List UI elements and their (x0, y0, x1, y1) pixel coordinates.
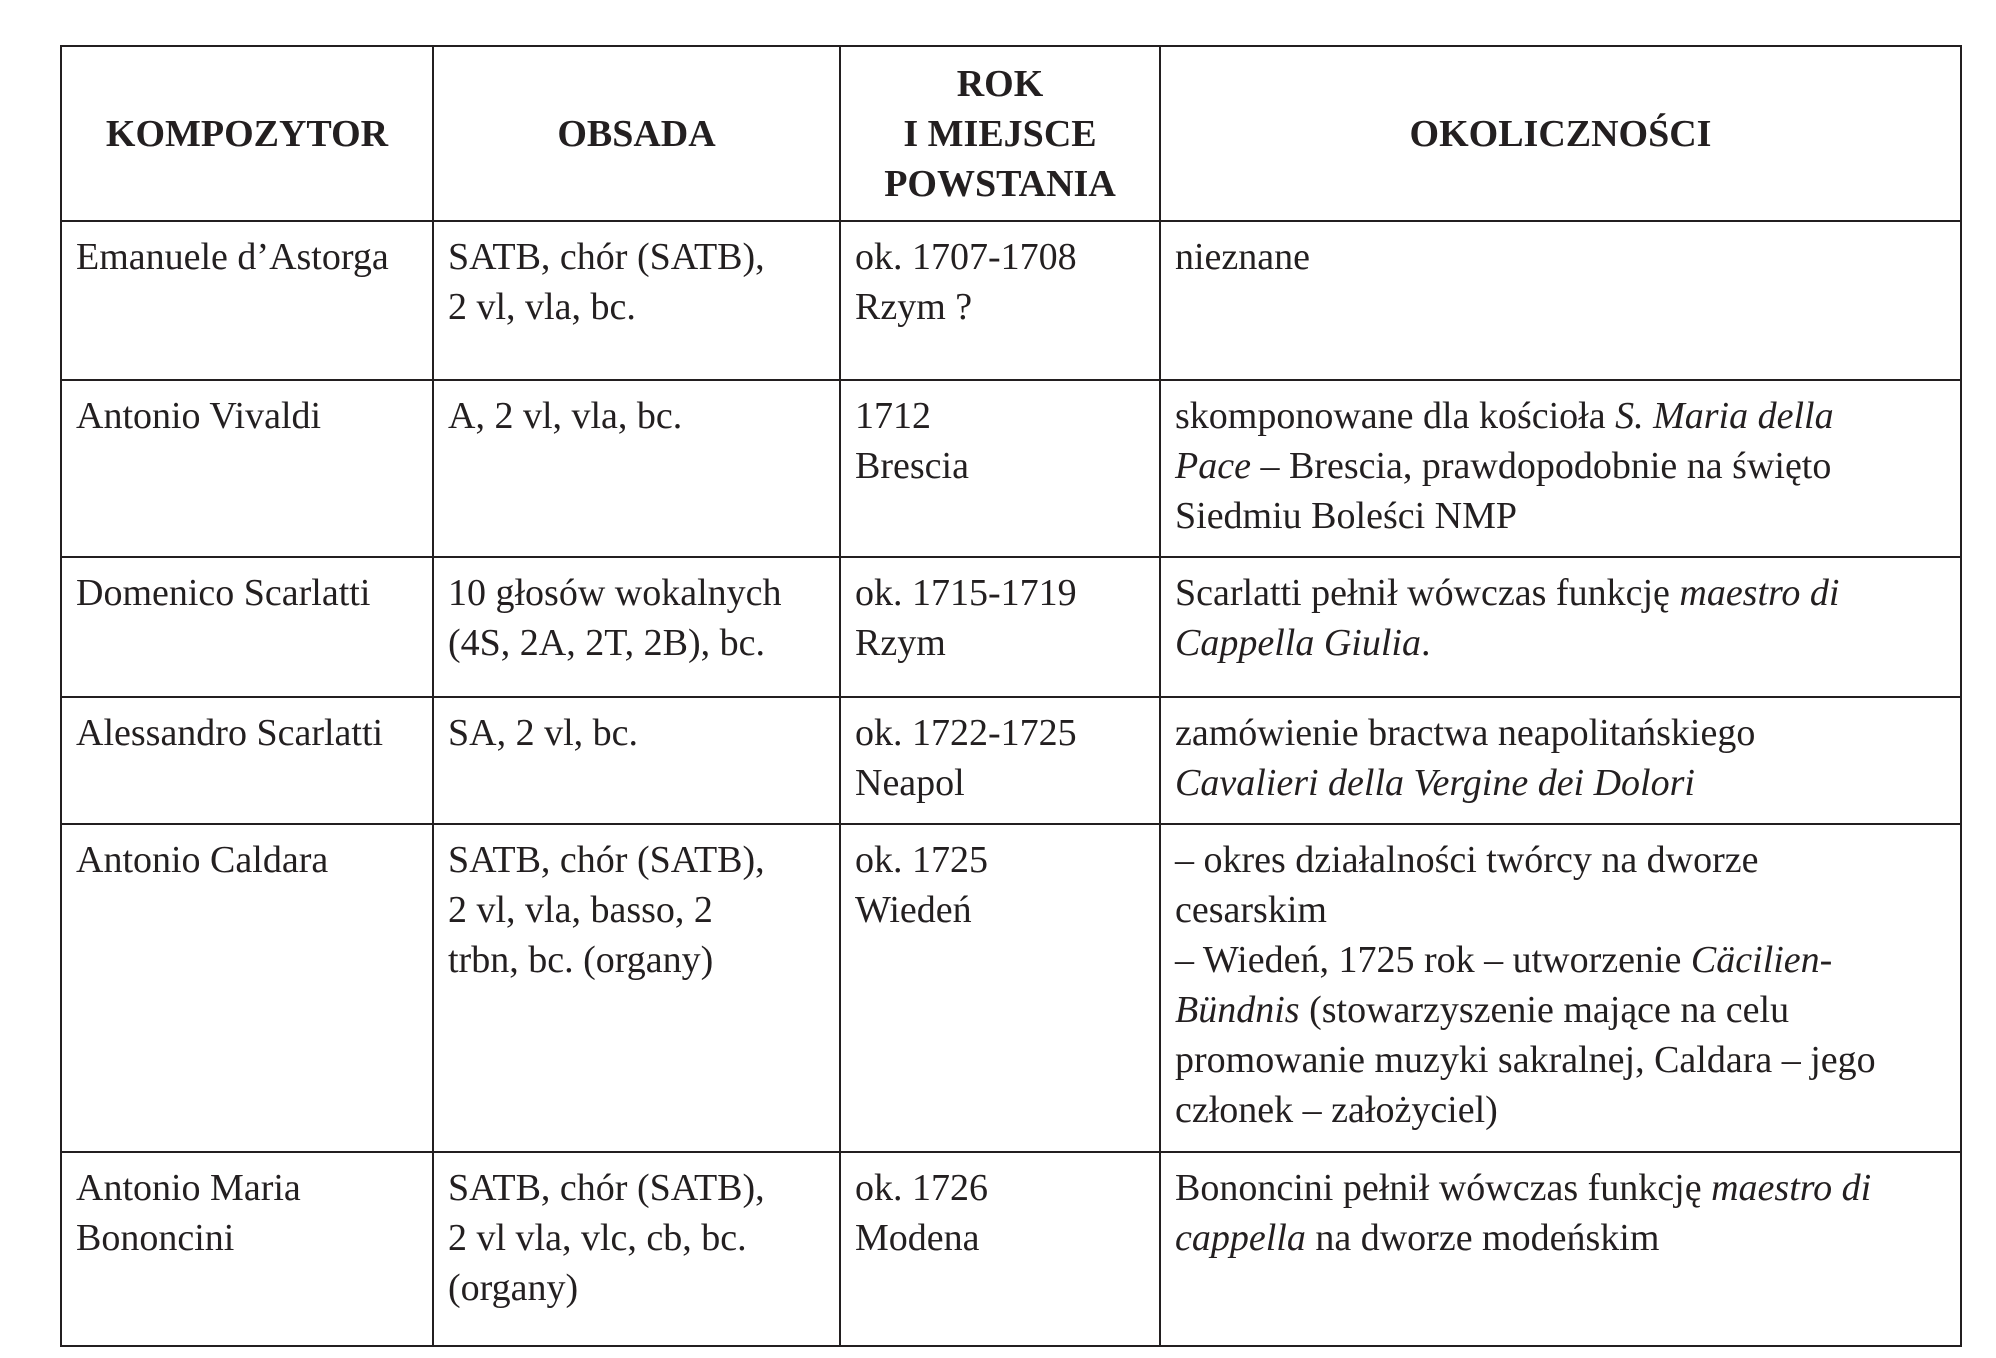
composer-line: Alessandro Scarlatti (76, 712, 384, 754)
place-text: Neapol (855, 762, 965, 804)
year-text: ok. 1725 (855, 839, 988, 881)
circumstances-line (1175, 568, 1946, 618)
table-row (61, 557, 1961, 697)
circumstances-cell (1160, 221, 1961, 380)
composer-line: Antonio Maria (76, 1167, 301, 1209)
italic-text: Bündnis (1175, 989, 1300, 1031)
composer-line: Bononcini (76, 1217, 235, 1259)
table-row (61, 824, 1961, 1152)
circumstances-line (1175, 708, 1946, 758)
cast-line: (organy) (448, 1267, 579, 1309)
cast-line: (4S, 2A, 2T, 2B), bc. (448, 622, 765, 664)
circumstances-line (1175, 1085, 1946, 1135)
cast-line: SATB, chór (SATB), (448, 1167, 765, 1209)
year-text: ok. 1726 (855, 1167, 988, 1209)
circumstances-cell (1160, 380, 1961, 557)
year-place-cell (840, 221, 1160, 380)
header-composer: KOMPOZYTOR (61, 46, 433, 221)
year-text: 1712 (855, 395, 931, 437)
place-text: Wiedeń (855, 889, 972, 931)
cast-line: SA, 2 vl, bc. (448, 712, 638, 754)
circumstances-line (1175, 935, 1946, 985)
composer-cell (61, 824, 433, 1152)
header-row (61, 46, 1961, 221)
header-year-place-line: ROK (956, 62, 1044, 105)
cast-line: trbn, bc. (organy) (448, 939, 714, 981)
composer-line: Domenico Scarlatti (76, 572, 371, 614)
cast-cell (433, 697, 840, 824)
text-segment: – Brescia, prawdopodobnie na święto (1250, 445, 1832, 487)
circumstances-line (1175, 618, 1946, 668)
header-year-place (840, 46, 1160, 221)
composer-cell (61, 557, 433, 697)
italic-text: Pace (1175, 445, 1251, 487)
place-text: Modena (855, 1217, 980, 1259)
cast-line: SATB, chór (SATB), (448, 839, 765, 881)
place-text: Brescia (855, 445, 969, 487)
text-segment: Scarlatti pełnił wówczas funkcję (1175, 572, 1680, 614)
place-text: Rzym (855, 622, 946, 664)
circumstances-line (1175, 758, 1946, 808)
text-segment: – okres działalności twórcy na dworze (1175, 839, 1759, 881)
composer-cell (61, 697, 433, 824)
italic-text: cappella (1175, 1217, 1306, 1259)
italic-text: maestro di (1679, 572, 1840, 614)
composer-cell (61, 1152, 433, 1346)
circumstances-line (1175, 985, 1946, 1035)
cast-line: 2 vl, vla, bc. (448, 286, 636, 328)
circumstances-cell (1160, 824, 1961, 1152)
text-segment: promowanie muzyki sakralnej, Caldara – jego (1175, 1039, 1876, 1081)
header-year-place-line: I MIEJSCE (903, 112, 1097, 155)
year-text: ok. 1722-1725 (855, 712, 1077, 754)
italic-text: Cavalieri della Vergine dei Dolori (1175, 762, 1695, 804)
header-cast: OBSADA (433, 46, 840, 221)
composer-line: Antonio Caldara (76, 839, 329, 881)
circumstances-line (1175, 491, 1946, 541)
year-place-cell (840, 1152, 1160, 1346)
circumstances-cell (1160, 1152, 1961, 1346)
place-text: Rzym ? (855, 286, 973, 328)
composers-table (60, 45, 1962, 1347)
cast-cell (433, 221, 840, 380)
circumstances-line (1175, 885, 1946, 935)
cast-line: 2 vl, vla, basso, 2 (448, 889, 713, 931)
table-row (61, 1152, 1961, 1346)
header-year-place-line: POWSTANIA (884, 162, 1116, 205)
circumstances-cell (1160, 697, 1961, 824)
circumstances-line (1175, 1035, 1946, 1085)
year-place-cell (840, 380, 1160, 557)
composer-cell (61, 221, 433, 380)
year-text: ok. 1715-1719 (855, 572, 1077, 614)
text-segment: cesarskim (1175, 889, 1327, 931)
text-segment: – Wiedeń, 1725 rok – utworzenie (1175, 939, 1691, 981)
text-segment: skomponowane dla kościoła (1175, 395, 1616, 437)
year-text: ok. 1707-1708 (855, 236, 1077, 278)
cast-line: SATB, chór (SATB), (448, 236, 765, 278)
text-segment: (stowarzyszenie mające na celu (1299, 989, 1790, 1031)
circumstances-line (1175, 441, 1946, 491)
text-segment: Bononcini pełnił wówczas funkcję (1175, 1167, 1712, 1209)
cast-cell (433, 1152, 840, 1346)
year-place-cell (840, 697, 1160, 824)
table-row (61, 697, 1961, 824)
circumstances-line (1175, 232, 1946, 282)
cast-line: 2 vl vla, vlc, cb, bc. (448, 1217, 747, 1259)
italic-text: S. Maria della (1615, 395, 1834, 437)
table-row (61, 221, 1961, 380)
cast-cell (433, 380, 840, 557)
circumstances-line (1175, 391, 1946, 441)
text-segment: zamówienie bractwa neapolitańskiego (1175, 712, 1756, 754)
text-segment: członek – założyciel) (1175, 1089, 1498, 1131)
year-place-cell (840, 824, 1160, 1152)
circumstances-line (1175, 1213, 1946, 1263)
circumstances-line (1175, 835, 1946, 885)
cast-line: A, 2 vl, vla, bc. (448, 395, 683, 437)
year-place-cell (840, 557, 1160, 697)
text-segment: . (1420, 622, 1431, 664)
composer-line: Emanuele d’Astorga (76, 236, 389, 278)
italic-text: Cäcilien- (1690, 939, 1833, 981)
italic-text: maestro di (1711, 1167, 1872, 1209)
cast-line: 10 głosów wokalnych (448, 572, 782, 614)
text-segment: Siedmiu Boleści NMP (1175, 495, 1518, 537)
circumstances-line (1175, 1163, 1946, 1213)
cast-cell (433, 824, 840, 1152)
table-row (61, 380, 1961, 557)
header-circumstances: OKOLICZNOŚCI (1160, 46, 1961, 221)
circumstances-cell (1160, 557, 1961, 697)
text-segment: na dworze modeńskim (1305, 1217, 1660, 1259)
text-segment: nieznane (1175, 236, 1311, 278)
composer-line: Antonio Vivaldi (76, 395, 322, 437)
italic-text: Cappella Giulia (1175, 622, 1421, 664)
composer-cell (61, 380, 433, 557)
cast-cell (433, 557, 840, 697)
